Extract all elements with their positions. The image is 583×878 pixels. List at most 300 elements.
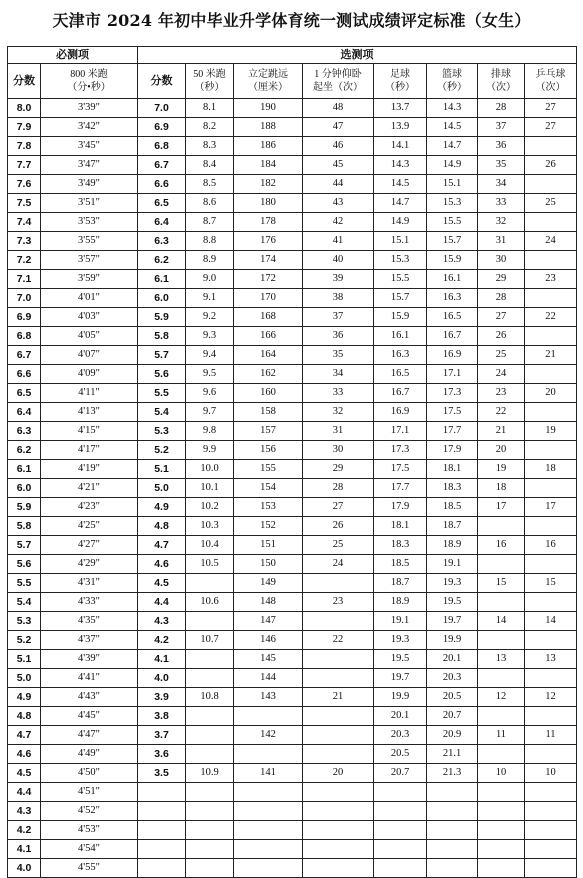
table-row: [8, 574, 577, 593]
score-required: 7.6: [8, 175, 41, 194]
volleyball-value: [478, 517, 525, 536]
run800-value: 3'55": [41, 232, 138, 251]
run800-value: 4'49": [41, 745, 138, 764]
table-row: [8, 612, 577, 631]
score-required: 4.9: [8, 688, 41, 707]
optional-group-header: 选测项: [138, 47, 577, 64]
score-optional: 4.8: [138, 517, 186, 536]
col-volleyball: [478, 64, 525, 99]
pingpong-value: [525, 517, 577, 536]
table-row: [8, 726, 577, 745]
table-row: [8, 536, 577, 555]
football-value: 15.9: [374, 308, 427, 327]
basketball-value: 16.9: [427, 346, 478, 365]
score-required: 6.9: [8, 308, 41, 327]
basketball-value: 14.3: [427, 99, 478, 118]
pingpong-value: 18: [525, 460, 577, 479]
run50-value: 8.2: [186, 118, 234, 137]
score-optional: 4.4: [138, 593, 186, 612]
run800-value: 4'53": [41, 821, 138, 840]
pingpong-value: 17: [525, 498, 577, 517]
pingpong-value: [525, 802, 577, 821]
pingpong-value: [525, 441, 577, 460]
football-value: 16.1: [374, 327, 427, 346]
table-row: [8, 745, 577, 764]
score-required: 4.1: [8, 840, 41, 859]
table-row: [8, 346, 577, 365]
situp-value: 27: [303, 498, 374, 517]
situp-value: 25: [303, 536, 374, 555]
score-optional: [138, 802, 186, 821]
volleyball-value: 11: [478, 726, 525, 745]
score-optional: [138, 783, 186, 802]
pingpong-value: [525, 213, 577, 232]
jump-value: 182: [234, 175, 303, 194]
football-value: 16.3: [374, 346, 427, 365]
score-optional: 6.1: [138, 270, 186, 289]
jump-value: 145: [234, 650, 303, 669]
football-value: 19.9: [374, 688, 427, 707]
situp-value: 44: [303, 175, 374, 194]
score-required: 6.8: [8, 327, 41, 346]
situp-value: [303, 745, 374, 764]
basketball-value: 16.5: [427, 308, 478, 327]
score-required: 7.9: [8, 118, 41, 137]
run800-value: 4'21": [41, 479, 138, 498]
col-score-optional: 分数: [138, 64, 186, 99]
run800-value: 4'31": [41, 574, 138, 593]
football-value: 20.7: [374, 764, 427, 783]
volleyball-value: 28: [478, 289, 525, 308]
score-required: 4.0: [8, 859, 41, 878]
football-value: 19.5: [374, 650, 427, 669]
pingpong-value: 23: [525, 270, 577, 289]
score-optional: 4.2: [138, 631, 186, 650]
col-unit: （分•秒）: [67, 82, 111, 93]
basketball-value: 20.9: [427, 726, 478, 745]
pingpong-value: 11: [525, 726, 577, 745]
run50-value: 10.0: [186, 460, 234, 479]
pingpong-value: 10: [525, 764, 577, 783]
jump-value: 160: [234, 384, 303, 403]
situp-value: 29: [303, 460, 374, 479]
volleyball-value: [478, 859, 525, 878]
situp-value: 32: [303, 403, 374, 422]
score-optional: 6.4: [138, 213, 186, 232]
basketball-value: 15.5: [427, 213, 478, 232]
pingpong-value: [525, 403, 577, 422]
run50-value: 9.0: [186, 270, 234, 289]
run800-value: 4'51": [41, 783, 138, 802]
jump-value: 142: [234, 726, 303, 745]
volleyball-value: [478, 555, 525, 574]
situp-value: [303, 669, 374, 688]
table-row: [8, 232, 577, 251]
pingpong-value: [525, 251, 577, 270]
score-required: 6.0: [8, 479, 41, 498]
situp-value: 45: [303, 156, 374, 175]
run800-value: 4'11": [41, 384, 138, 403]
col-unit: （次）: [486, 82, 516, 93]
football-value: 15.1: [374, 232, 427, 251]
situp-value: 34: [303, 365, 374, 384]
score-optional: 5.3: [138, 422, 186, 441]
table-row: [8, 688, 577, 707]
score-optional: 3.5: [138, 764, 186, 783]
pingpong-value: 22: [525, 308, 577, 327]
volleyball-value: 19: [478, 460, 525, 479]
jump-value: [234, 783, 303, 802]
football-value: 14.3: [374, 156, 427, 175]
football-value: 20.5: [374, 745, 427, 764]
football-value: 14.7: [374, 194, 427, 213]
col-score-required: 分数: [8, 64, 41, 99]
score-required: 7.0: [8, 289, 41, 308]
basketball-value: 17.1: [427, 365, 478, 384]
volleyball-value: [478, 745, 525, 764]
basketball-value: 16.7: [427, 327, 478, 346]
situp-value: 47: [303, 118, 374, 137]
run50-value: [186, 707, 234, 726]
col-50m-run: [186, 64, 234, 99]
col-unit: （厘米）: [248, 82, 288, 93]
score-optional: [138, 821, 186, 840]
football-value: 14.5: [374, 175, 427, 194]
jump-value: 176: [234, 232, 303, 251]
run800-value: 4'37": [41, 631, 138, 650]
volleyball-value: 33: [478, 194, 525, 213]
run50-value: [186, 802, 234, 821]
situp-value: [303, 821, 374, 840]
basketball-value: 21.3: [427, 764, 478, 783]
score-optional: 3.9: [138, 688, 186, 707]
volleyball-value: [478, 840, 525, 859]
pingpong-value: [525, 555, 577, 574]
situp-value: 23: [303, 593, 374, 612]
situp-value: 42: [303, 213, 374, 232]
run800-value: 4'47": [41, 726, 138, 745]
col-label: 800 米跑: [70, 69, 108, 80]
football-value: 16.7: [374, 384, 427, 403]
jump-value: 188: [234, 118, 303, 137]
basketball-value: [427, 821, 478, 840]
volleyball-value: 26: [478, 327, 525, 346]
table-row: [8, 650, 577, 669]
run800-value: 4'01": [41, 289, 138, 308]
pingpong-value: 14: [525, 612, 577, 631]
situp-value: 21: [303, 688, 374, 707]
jump-value: 153: [234, 498, 303, 517]
situp-value: [303, 650, 374, 669]
run800-value: 4'54": [41, 840, 138, 859]
pingpong-value: 19: [525, 422, 577, 441]
required-group-header: 必测项: [8, 47, 138, 64]
score-optional: 3.7: [138, 726, 186, 745]
situp-value: 37: [303, 308, 374, 327]
situp-value: 20: [303, 764, 374, 783]
volleyball-value: 32: [478, 213, 525, 232]
volleyball-value: [478, 821, 525, 840]
jump-value: 157: [234, 422, 303, 441]
basketball-value: 15.1: [427, 175, 478, 194]
jump-value: 186: [234, 137, 303, 156]
score-optional: 4.7: [138, 536, 186, 555]
pingpong-value: 12: [525, 688, 577, 707]
table-row: [8, 365, 577, 384]
table-row: [8, 859, 577, 878]
score-optional: 6.7: [138, 156, 186, 175]
run50-value: 8.7: [186, 213, 234, 232]
run50-value: 9.2: [186, 308, 234, 327]
score-optional: [138, 859, 186, 878]
volleyball-value: [478, 631, 525, 650]
jump-value: 174: [234, 251, 303, 270]
run800-value: 4'09": [41, 365, 138, 384]
table-row: [8, 175, 577, 194]
situp-value: 48: [303, 99, 374, 118]
score-required: 5.6: [8, 555, 41, 574]
jump-value: 143: [234, 688, 303, 707]
volleyball-value: 12: [478, 688, 525, 707]
football-value: 18.1: [374, 517, 427, 536]
volleyball-value: 15: [478, 574, 525, 593]
situp-value: 28: [303, 479, 374, 498]
jump-value: 148: [234, 593, 303, 612]
col-pingpong: [525, 64, 577, 99]
table-row: [8, 99, 577, 118]
situp-value: [303, 840, 374, 859]
score-optional: 3.8: [138, 707, 186, 726]
table-row: [8, 669, 577, 688]
run800-value: 3'42": [41, 118, 138, 137]
run50-value: 8.8: [186, 232, 234, 251]
col-unit: （秒）: [385, 82, 415, 93]
run800-value: 4'07": [41, 346, 138, 365]
score-required: 4.8: [8, 707, 41, 726]
score-optional: 6.2: [138, 251, 186, 270]
volleyball-value: 17: [478, 498, 525, 517]
football-value: 16.5: [374, 365, 427, 384]
volleyball-value: 14: [478, 612, 525, 631]
jump-value: 162: [234, 365, 303, 384]
run50-value: 10.6: [186, 593, 234, 612]
table-row: [8, 840, 577, 859]
run50-value: 9.3: [186, 327, 234, 346]
col-label: 50 米跑: [193, 69, 226, 80]
col-800m-run: [41, 64, 138, 99]
score-optional: 7.0: [138, 99, 186, 118]
col-label: 立定跳远: [248, 69, 288, 80]
run50-value: 10.3: [186, 517, 234, 536]
football-value: 17.9: [374, 498, 427, 517]
table-row: [8, 593, 577, 612]
basketball-value: 16.1: [427, 270, 478, 289]
volleyball-value: 16: [478, 536, 525, 555]
basketball-value: 20.3: [427, 669, 478, 688]
basketball-value: 17.3: [427, 384, 478, 403]
col-basketball: [427, 64, 478, 99]
table-row: [8, 251, 577, 270]
football-value: 20.1: [374, 707, 427, 726]
score-required: 6.7: [8, 346, 41, 365]
pingpong-value: [525, 821, 577, 840]
run800-value: 4'19": [41, 460, 138, 479]
run50-value: 9.7: [186, 403, 234, 422]
table-row: [8, 270, 577, 289]
score-required: 6.3: [8, 422, 41, 441]
score-optional: 5.4: [138, 403, 186, 422]
table-row: [8, 137, 577, 156]
basketball-value: 17.9: [427, 441, 478, 460]
table-row: [8, 289, 577, 308]
table-row: [8, 384, 577, 403]
score-required: 5.3: [8, 612, 41, 631]
football-value: 18.3: [374, 536, 427, 555]
table-row: [8, 479, 577, 498]
football-value: [374, 783, 427, 802]
football-value: 17.1: [374, 422, 427, 441]
run800-value: 4'27": [41, 536, 138, 555]
table-row: [8, 631, 577, 650]
situp-value: 43: [303, 194, 374, 213]
run800-value: 4'25": [41, 517, 138, 536]
basketball-value: 20.7: [427, 707, 478, 726]
score-required: 4.2: [8, 821, 41, 840]
col-label: 乒乓球: [535, 69, 566, 80]
basketball-value: 18.5: [427, 498, 478, 517]
pingpong-value: [525, 669, 577, 688]
jump-value: 190: [234, 99, 303, 118]
jump-value: 164: [234, 346, 303, 365]
situp-value: [303, 574, 374, 593]
basketball-value: 20.1: [427, 650, 478, 669]
volleyball-value: 21: [478, 422, 525, 441]
jump-value: 168: [234, 308, 303, 327]
run800-value: 4'23": [41, 498, 138, 517]
situp-value: 46: [303, 137, 374, 156]
score-optional: 5.2: [138, 441, 186, 460]
score-standard-table: [7, 46, 577, 878]
basketball-value: [427, 783, 478, 802]
jump-value: 154: [234, 479, 303, 498]
score-optional: 3.6: [138, 745, 186, 764]
football-value: 15.5: [374, 270, 427, 289]
volleyball-value: 23: [478, 384, 525, 403]
run50-value: 8.4: [186, 156, 234, 175]
score-required: 5.5: [8, 574, 41, 593]
run50-value: [186, 745, 234, 764]
run50-value: 10.9: [186, 764, 234, 783]
table-row: [8, 555, 577, 574]
situp-value: [303, 802, 374, 821]
table-row: [8, 764, 577, 783]
table-row: [8, 460, 577, 479]
situp-value: 24: [303, 555, 374, 574]
situp-value: [303, 783, 374, 802]
score-required: 5.2: [8, 631, 41, 650]
basketball-value: 18.1: [427, 460, 478, 479]
football-value: 16.9: [374, 403, 427, 422]
score-optional: 5.1: [138, 460, 186, 479]
run50-value: 10.1: [186, 479, 234, 498]
situp-value: 38: [303, 289, 374, 308]
score-required: 7.7: [8, 156, 41, 175]
col-unit: 起坐（次）: [313, 82, 363, 93]
jump-value: 178: [234, 213, 303, 232]
volleyball-value: 13: [478, 650, 525, 669]
jump-value: [234, 859, 303, 878]
jump-value: 184: [234, 156, 303, 175]
volleyball-value: 29: [478, 270, 525, 289]
situp-value: [303, 859, 374, 878]
run800-value: 3'47": [41, 156, 138, 175]
table-row: [8, 194, 577, 213]
col-situp: [303, 64, 374, 99]
run800-value: 3'39": [41, 99, 138, 118]
run800-value: 3'45": [41, 137, 138, 156]
run800-value: 4'45": [41, 707, 138, 726]
table-row: [8, 783, 577, 802]
run50-value: 9.1: [186, 289, 234, 308]
pingpong-value: 13: [525, 650, 577, 669]
table-row: [8, 213, 577, 232]
table-row: [8, 821, 577, 840]
pingpong-value: 20: [525, 384, 577, 403]
col-label: 足球: [390, 69, 410, 80]
football-value: 20.3: [374, 726, 427, 745]
score-required: 6.1: [8, 460, 41, 479]
football-value: 18.5: [374, 555, 427, 574]
col-label: 1 分钟仰卧: [314, 69, 362, 80]
basketball-value: [427, 859, 478, 878]
score-optional: 5.7: [138, 346, 186, 365]
basketball-value: 19.1: [427, 555, 478, 574]
score-required: 7.1: [8, 270, 41, 289]
football-value: 14.1: [374, 137, 427, 156]
run50-value: 8.3: [186, 137, 234, 156]
table-row: [8, 403, 577, 422]
score-optional: 5.8: [138, 327, 186, 346]
situp-value: [303, 707, 374, 726]
run50-value: [186, 783, 234, 802]
col-unit: （次）: [535, 82, 566, 93]
volleyball-value: 18: [478, 479, 525, 498]
situp-value: 26: [303, 517, 374, 536]
football-value: 17.5: [374, 460, 427, 479]
basketball-value: 19.5: [427, 593, 478, 612]
score-required: 5.1: [8, 650, 41, 669]
group-header-row: [8, 47, 577, 64]
volleyball-value: 30: [478, 251, 525, 270]
run800-value: 4'33": [41, 593, 138, 612]
volleyball-value: 36: [478, 137, 525, 156]
volleyball-value: [478, 783, 525, 802]
basketball-value: 17.7: [427, 422, 478, 441]
score-required: 7.5: [8, 194, 41, 213]
score-required: 4.7: [8, 726, 41, 745]
run800-value: 4'05": [41, 327, 138, 346]
basketball-value: 19.7: [427, 612, 478, 631]
score-required: 4.3: [8, 802, 41, 821]
basketball-value: [427, 802, 478, 821]
situp-value: 30: [303, 441, 374, 460]
run50-value: [186, 669, 234, 688]
basketball-value: [427, 840, 478, 859]
basketball-value: 18.3: [427, 479, 478, 498]
football-value: 17.3: [374, 441, 427, 460]
col-football: [374, 64, 427, 99]
volleyball-value: 20: [478, 441, 525, 460]
